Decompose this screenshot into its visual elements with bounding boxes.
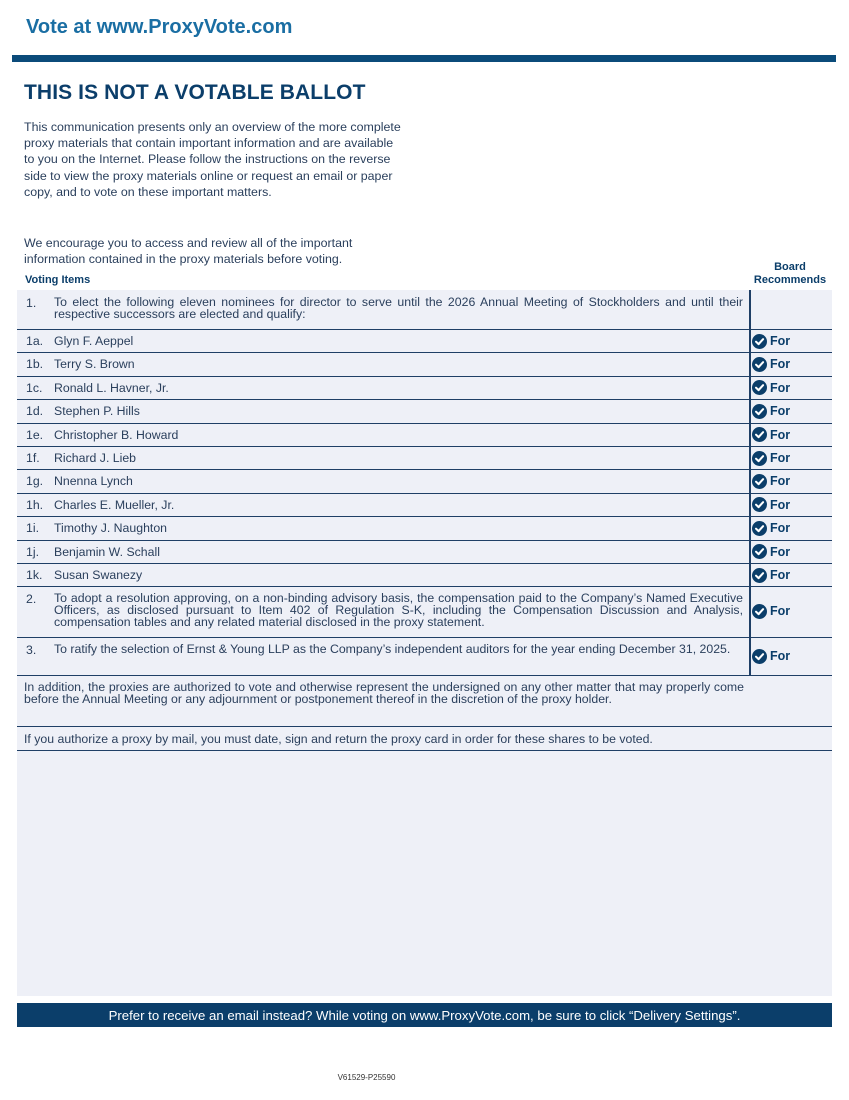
nominee-number: 1f. bbox=[26, 451, 40, 465]
recommendation-label: For bbox=[770, 544, 791, 559]
check-circle-icon bbox=[752, 474, 767, 489]
nominee-row bbox=[17, 424, 832, 447]
check-circle-icon bbox=[752, 604, 767, 619]
board-recommendation bbox=[752, 402, 832, 420]
recommendation-label: For bbox=[770, 427, 791, 442]
intro-paragraph-1: This communication presents only an overview of the more complete proxy materials that contain important information and are available to you on the Internet. Please follow the instructions on the reverse side to view the proxy materials online or request an email or paper copy, and to vote on these important matters. bbox=[24, 120, 401, 199]
board-recommendation bbox=[752, 602, 832, 620]
recommendation-label: For bbox=[770, 604, 791, 618]
board-recommendation bbox=[752, 379, 832, 397]
nominee-name: Timothy J. Naughton bbox=[54, 521, 168, 536]
board-recommendation bbox=[752, 543, 832, 561]
nominee-number: 1j. bbox=[26, 544, 39, 559]
recommendation-label: For bbox=[770, 357, 791, 372]
recommend-column-divider bbox=[749, 290, 751, 675]
recommendation-label: For bbox=[770, 404, 791, 419]
check-circle-icon bbox=[752, 544, 767, 559]
nominee-name: Terry S. Brown bbox=[54, 357, 135, 372]
check-circle-icon bbox=[752, 404, 767, 419]
check-circle-icon bbox=[752, 649, 767, 664]
document-code: V61529-P25590 bbox=[337, 1073, 396, 1082]
nominee-row bbox=[17, 330, 832, 353]
nominee-number: 1a. bbox=[26, 334, 44, 348]
other-matters-note: In addition, the proxies are authorized to vote and otherwise represent the undersigned on any other matter that may properly come before the Annual Meeting or any adjournment or postponement thereof in the discretion of the proxy holder. bbox=[24, 680, 744, 706]
check-circle-icon bbox=[752, 568, 767, 583]
check-circle-icon bbox=[752, 521, 767, 536]
board-recommendation bbox=[752, 426, 832, 444]
nominee-number: 1k. bbox=[26, 568, 43, 582]
nominee-row bbox=[17, 470, 832, 493]
recommendation-label: For bbox=[770, 334, 791, 348]
recommendation-label: For bbox=[770, 451, 791, 465]
banner-text: Prefer to receive an email instead? While voting on www.ProxyVote.com, be sure to click “Delivery Settings”. bbox=[108, 1007, 741, 1023]
proposal-text: To elect the following eleven nominees for director to serve until the 2026 Annual Meeting of Stockholders and until their respective successors are elected and qualify: bbox=[54, 295, 743, 321]
nominee-name: Charles E. Mueller, Jr. bbox=[54, 497, 175, 512]
board-recommendation bbox=[752, 355, 832, 373]
board-recommends-heading bbox=[748, 261, 832, 287]
nominee-name: Benjamin W. Schall bbox=[54, 544, 160, 559]
check-circle-icon bbox=[752, 497, 767, 512]
recommendation-label: For bbox=[770, 568, 791, 582]
board-recommends-line-2: Recommends bbox=[753, 274, 827, 286]
voting-items-heading: Voting Items bbox=[25, 274, 91, 286]
page-title: THIS IS NOT A VOTABLE BALLOT bbox=[24, 81, 366, 104]
board-recommendation bbox=[752, 566, 832, 584]
proposal-number: 3. bbox=[26, 643, 37, 657]
proposal-2-row bbox=[17, 588, 832, 638]
board-recommends-line-1: Board bbox=[774, 261, 806, 273]
intro-paragraph-2: We encourage you to access and review all of the important information contained in the proxy materials before voting. bbox=[24, 236, 353, 267]
nominee-number: 1c. bbox=[26, 380, 43, 395]
board-recommendation bbox=[752, 519, 832, 537]
nominee-row bbox=[17, 447, 832, 470]
nominee-number: 1d. bbox=[26, 404, 44, 419]
nominee-name: Richard J. Lieb bbox=[54, 451, 137, 465]
proposal-text: To adopt a resolution approving, on a non-binding advisory basis, the compensation paid to the Company’s Named Executive Officers, as disclosed pursuant to Item 402 of Regulation S-K, including the Compensation Discussion and Analysis, compensation tables and any related material disclosed in the proxy statement. bbox=[54, 591, 743, 629]
check-circle-icon bbox=[752, 357, 767, 372]
recommendation-label: For bbox=[770, 649, 791, 663]
nominee-name: Ronald L. Havner, Jr. bbox=[54, 380, 169, 395]
recommendation-label: For bbox=[770, 380, 791, 395]
nominee-row bbox=[17, 377, 832, 400]
nominee-name: Stephen P. Hills bbox=[54, 404, 140, 419]
nominee-number: 1e. bbox=[26, 427, 44, 442]
recommendation-label: For bbox=[770, 497, 791, 512]
nominee-number: 1i. bbox=[26, 521, 39, 536]
board-recommendation bbox=[752, 647, 832, 665]
note-divider bbox=[17, 726, 832, 727]
nominee-row bbox=[17, 494, 832, 517]
check-circle-icon bbox=[752, 334, 767, 349]
mail-proxy-note: If you authorize a proxy by mail, you must date, sign and return the proxy card in order for these shares to be voted. bbox=[24, 732, 653, 746]
check-circle-icon bbox=[752, 451, 767, 466]
delivery-settings-banner bbox=[17, 1003, 832, 1027]
nominee-row bbox=[17, 517, 832, 540]
nominee-name: Nnenna Lynch bbox=[54, 474, 133, 489]
nominee-name: Christopher B. Howard bbox=[54, 427, 179, 442]
check-circle-icon bbox=[752, 427, 767, 442]
header-divider bbox=[12, 55, 836, 62]
proxyvote-link[interactable]: Vote at www.ProxyVote.com bbox=[26, 16, 293, 38]
nominee-number: 1g. bbox=[26, 474, 44, 489]
nominee-name: Susan Swanezy bbox=[54, 568, 143, 582]
nominee-row bbox=[17, 353, 832, 376]
board-recommendation bbox=[752, 449, 832, 467]
board-recommendation bbox=[752, 472, 832, 490]
proposal-3-row bbox=[17, 638, 832, 676]
board-recommendation bbox=[752, 332, 832, 350]
note-divider bbox=[17, 750, 832, 751]
recommendation-label: For bbox=[770, 521, 791, 536]
nominee-row bbox=[17, 400, 832, 423]
nominee-row bbox=[17, 564, 832, 587]
board-recommendation bbox=[752, 496, 832, 514]
nominee-number: 1h. bbox=[26, 497, 44, 512]
proposal-number: 1. bbox=[26, 296, 37, 310]
nominee-number: 1b. bbox=[26, 357, 44, 372]
recommendation-label: For bbox=[770, 474, 791, 489]
nominee-name: Glyn F. Aeppel bbox=[54, 334, 134, 348]
nominee-row bbox=[17, 541, 832, 564]
check-circle-icon bbox=[752, 380, 767, 395]
proposal-number: 2. bbox=[26, 592, 37, 606]
proposal-text: To ratify the selection of Ernst & Young LLP as the Company’s independent auditors for the year ending December 31, 2025. bbox=[54, 642, 731, 656]
proposal-1-row bbox=[17, 290, 832, 330]
